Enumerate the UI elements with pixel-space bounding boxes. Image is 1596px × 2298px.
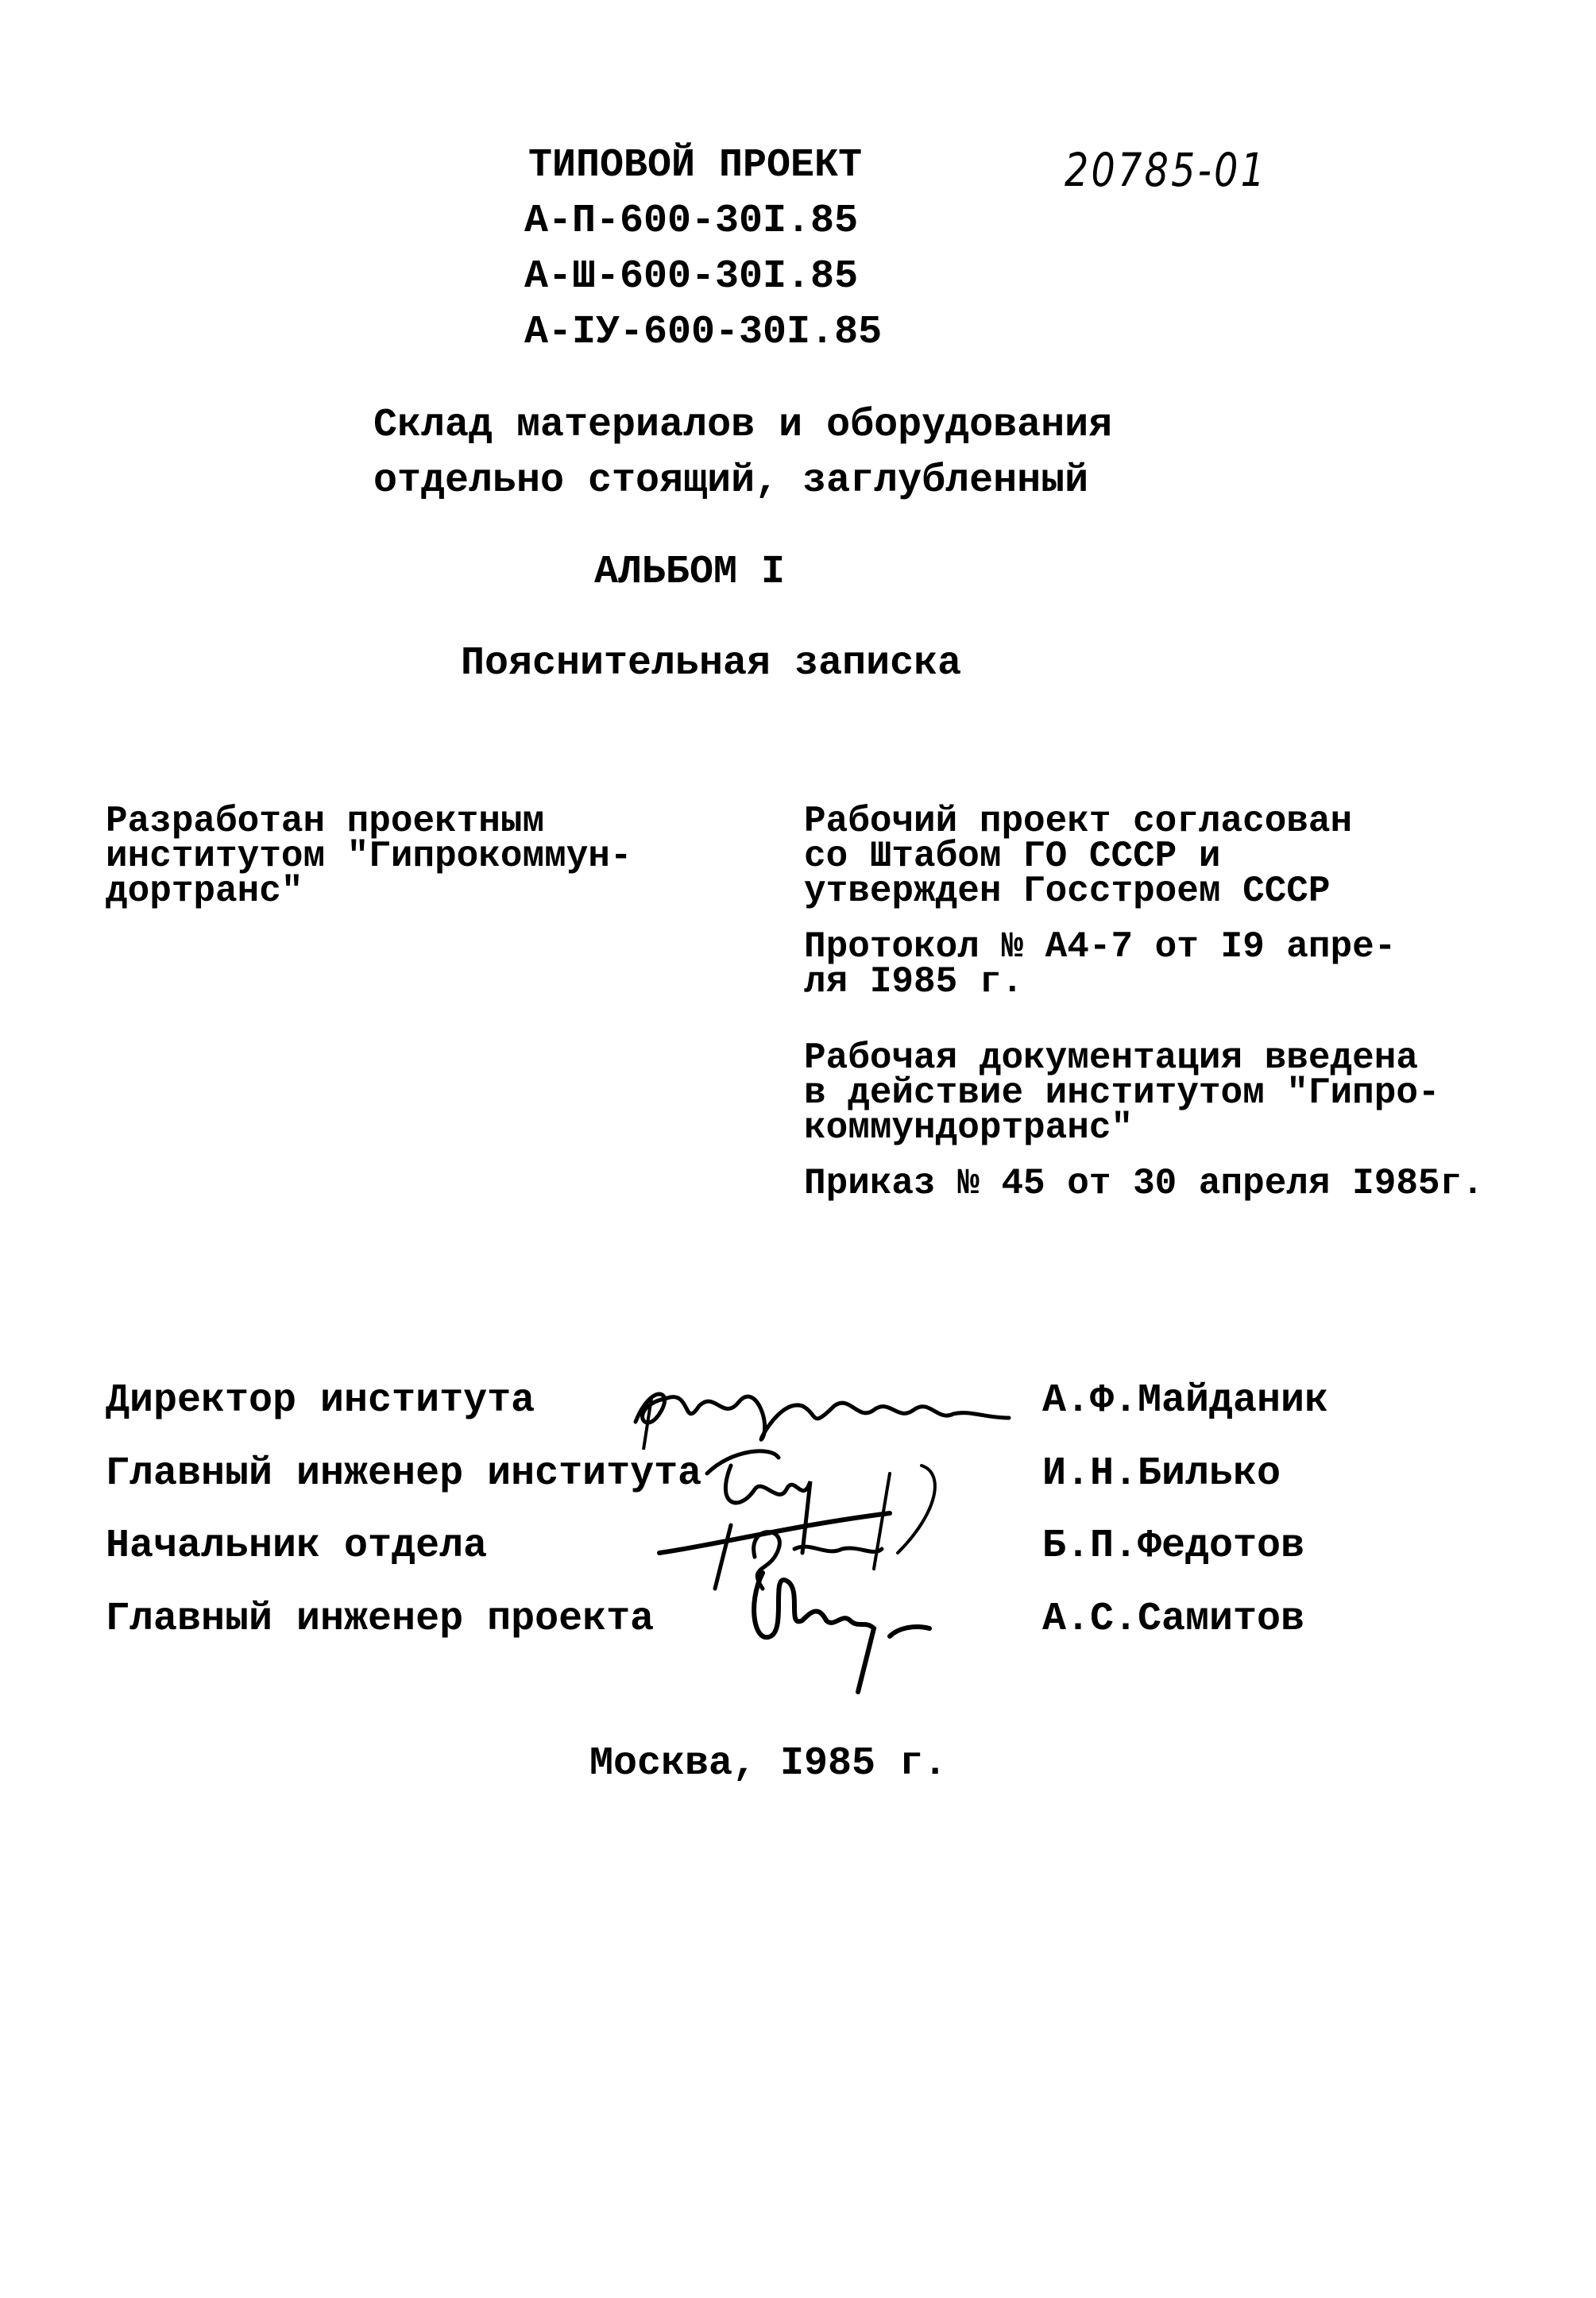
- place-and-year: Москва, I985 г.: [589, 1741, 948, 1786]
- order-line: Приказ № 45 от 30 апреля I985г.: [804, 1163, 1484, 1204]
- project-code-3: А-IУ-600-30I.85: [524, 310, 883, 355]
- title-line-2: отдельно стоящий, заглубленный: [373, 458, 1089, 504]
- approval-agreed-1: Рабочий проект согласован: [804, 801, 1353, 842]
- enacted-line-3: коммундортранс": [804, 1107, 1134, 1149]
- signatory-name-department-head: Б.П.Федотов: [1042, 1524, 1305, 1569]
- signatory-name-chief-engineer-institute: И.Н.Билько: [1042, 1451, 1281, 1497]
- protocol-line-2: ля I985 г.: [804, 961, 1024, 1002]
- enacted-line-2: в действие институтом "Гипро-: [804, 1072, 1440, 1114]
- project-code-1: А-П-600-30I.85: [524, 199, 859, 244]
- signatory-position-department-head: Начальник отдела: [106, 1524, 488, 1569]
- project-type-label: ТИПОВОЙ ПРОЕКТ: [528, 143, 863, 188]
- approval-agreed-2: со Штабом ГО СССР и: [804, 836, 1221, 877]
- project-code-2: А-Ш-600-30I.85: [524, 254, 859, 299]
- approval-agreed-3: утвержден Госстроем СССР: [804, 871, 1331, 912]
- document-subtitle: Пояснительная записка: [461, 641, 962, 686]
- document-number: 20785-01: [1065, 143, 1268, 197]
- developer-line-1: Разработан проектным: [106, 801, 545, 842]
- signature-chief-project-engineer: [739, 1557, 993, 1700]
- album-label: АЛЬБОМ I: [594, 550, 786, 595]
- title-line-1: Склад материалов и оборудования: [373, 403, 1113, 448]
- developer-line-2: институтом "Гипрокоммун-: [106, 836, 632, 877]
- protocol-line-1: Протокол № А4-7 от I9 апре-: [804, 926, 1397, 967]
- signatory-position-chief-engineer-institute: Главный инженер института: [106, 1451, 702, 1497]
- signatory-position-director: Директор института: [106, 1378, 535, 1423]
- enacted-line-1: Рабочая документация введена: [804, 1037, 1418, 1079]
- signatory-position-chief-project-engineer: Главный инженер проекта: [106, 1597, 655, 1642]
- signatory-name-director: А.Ф.Майданик: [1042, 1378, 1329, 1423]
- developer-line-3: дортранс": [106, 871, 303, 912]
- signatory-name-chief-project-engineer: А.С.Самитов: [1042, 1597, 1305, 1642]
